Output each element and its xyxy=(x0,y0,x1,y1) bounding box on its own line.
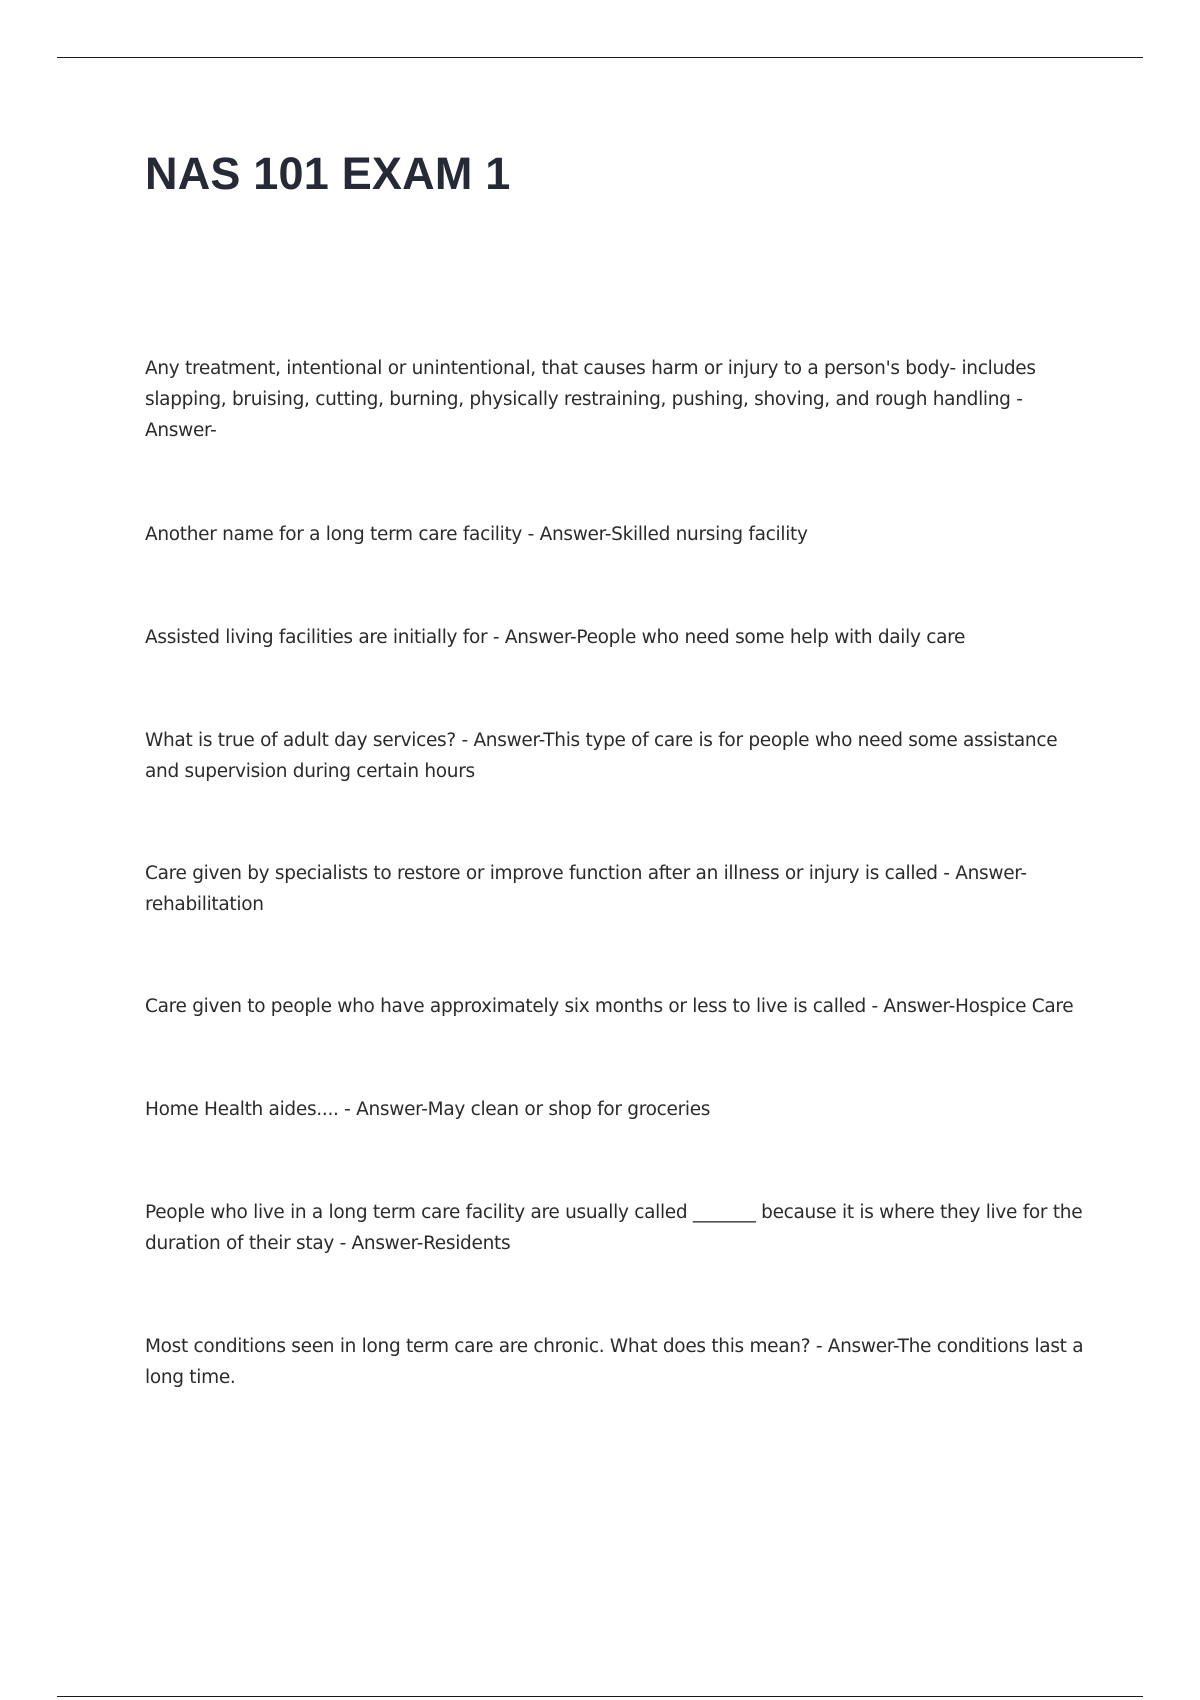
qa-item-9: Most conditions seen in long term care are chronic. What does this mean? - Answer-The conditions last a long time. xyxy=(145,1336,1084,1388)
bottom-rule xyxy=(57,1696,1143,1697)
qa-item-1: Any treatment, intentional or unintentional, that causes harm or injury to a person's body- includes slapping, bruising, cutting, burning, physically restraining, pushing, shoving, and rough handling - Answer- xyxy=(145,358,1036,441)
document-title: NAS 101 EXAM 1 xyxy=(145,148,511,199)
qa-item-5: Care given by specialists to restore or improve function after an illness or injury is called - Answer-rehabilitation xyxy=(145,863,1027,915)
qa-item-7: Home Health aides.... - Answer-May clean or shop for groceries xyxy=(145,1099,711,1120)
qa-item-6: Care given to people who have approximately six months or less to live is called - Answer-Hospice Care xyxy=(145,996,1074,1017)
qa-item-8: People who live in a long term care facility are usually called _______ because it is where they live for the duration of their stay - Answer-Residents xyxy=(145,1202,1083,1254)
qa-item-2: Another name for a long term care facility - Answer-Skilled nursing facility xyxy=(145,524,808,545)
qa-item-4: What is true of adult day services? - Answer-This type of care is for people who need some assistance and supervision during certain hours xyxy=(145,730,1058,782)
qa-item-3: Assisted living facilities are initially for - Answer-People who need some help with daily care xyxy=(145,627,966,648)
top-rule xyxy=(57,57,1143,58)
